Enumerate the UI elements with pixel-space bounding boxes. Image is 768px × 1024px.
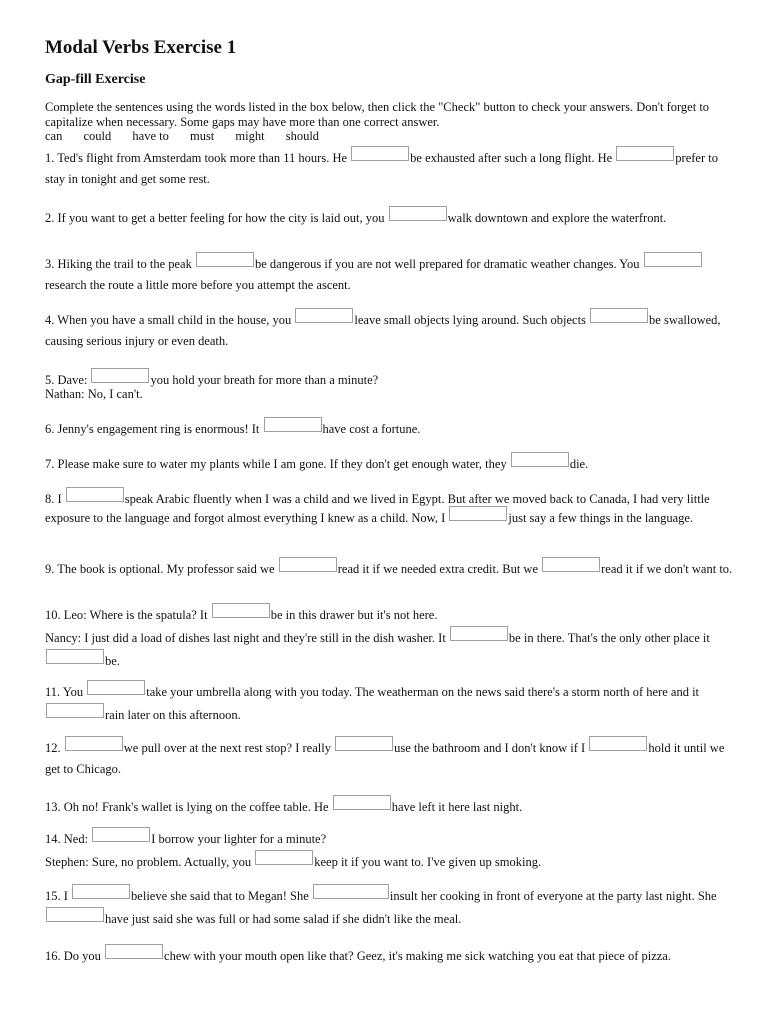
answer-gap-7a[interactable] (511, 452, 569, 467)
question-text: 16. Do you (45, 949, 105, 963)
question-text: keep it if you want to. I've given up smoking. (314, 855, 542, 869)
question-text: use the bathroom and I don't know if I (394, 741, 589, 755)
question-text: 10. Leo: Where is the spatula? It (45, 608, 211, 622)
question-text: 12. (45, 741, 64, 755)
answer-gap-10a[interactable] (212, 603, 270, 618)
question-text: I borrow your lighter for a minute? (151, 832, 327, 846)
question-text: research the route a little more before you attempt the ascent. (45, 278, 351, 292)
question-text: 13. Oh no! Frank's wallet is lying on the coffee table. He (45, 800, 332, 814)
question-text: read it if we don't want to. (601, 562, 733, 576)
word-option: could (83, 129, 112, 143)
answer-gap-11b[interactable] (46, 703, 104, 718)
question-text: 3. Hiking the trail to the peak (45, 257, 195, 271)
word-option: might (235, 129, 265, 143)
question-16 (45, 944, 735, 963)
answer-gap-13a[interactable] (333, 795, 391, 810)
question-text: 6. Jenny's engagement ring is enormous! It (45, 422, 263, 436)
question-text: have cost a fortune. (322, 422, 421, 436)
question-text: be dangerous if you are not well prepared for dramatic weather changes. You (254, 257, 643, 271)
question-text: 14. Ned: (45, 832, 92, 846)
question-text: 5. Dave: (45, 373, 91, 387)
question-10 (45, 603, 735, 672)
answer-gap-14a[interactable] (92, 827, 150, 842)
question-text: 2. If you want to get a better feeling for how the city is laid out, you (45, 211, 388, 225)
question-12 (45, 736, 735, 780)
question-6 (45, 417, 735, 436)
question-text: hold it until we get to Chicago. (45, 741, 725, 776)
question-text: chew with your mouth open like that? Geez, it's making me sick watching you eat that piece of pizza. (164, 949, 671, 963)
answer-gap-6a[interactable] (264, 417, 322, 432)
answer-gap-9b[interactable] (542, 557, 600, 572)
question-8 (45, 487, 735, 525)
word-option: should (285, 129, 320, 143)
question-text: rain later on this afternoon. (105, 708, 241, 722)
answer-gap-15a[interactable] (72, 884, 130, 899)
answer-gap-1b[interactable] (616, 146, 674, 161)
answer-gap-3a[interactable] (196, 252, 254, 267)
answer-gap-12a[interactable] (65, 736, 123, 751)
question-text: we pull over at the next rest stop? I really (123, 741, 335, 755)
answer-gap-8b[interactable] (449, 506, 507, 521)
question-text: Stephen: Sure, no problem. Actually, you (45, 855, 255, 869)
answer-gap-10c[interactable] (46, 649, 104, 664)
answer-gap-15b[interactable] (313, 884, 389, 899)
question-11 (45, 680, 735, 726)
question-text: 11. You (45, 685, 87, 699)
question-15 (45, 884, 735, 930)
question-text: 9. The book is optional. My professor said we (45, 562, 278, 576)
question-text: insult her cooking in front of everyone at the party last night. She (389, 889, 717, 903)
question-text: 7. Please make sure to water my plants while I am gone. If they don't get enough water, they (45, 457, 510, 471)
question-text: be in this drawer but it's not here. (270, 608, 438, 622)
answer-gap-12b[interactable] (335, 736, 393, 751)
word-option: can (45, 129, 63, 143)
question-text: be exhausted after such a long flight. He (410, 151, 616, 165)
question-4 (45, 308, 735, 352)
answer-gap-12c[interactable] (589, 736, 647, 751)
answer-gap-4b[interactable] (590, 308, 648, 323)
question-1 (45, 146, 735, 190)
question-text: 4. When you have a small child in the house, you (45, 313, 295, 327)
question-text: die. (569, 457, 589, 471)
question-7 (45, 452, 735, 471)
question-text: Nathan: No, I can't. (45, 387, 143, 401)
question-text: believe she said that to Megan! She (131, 889, 312, 903)
answer-gap-1a[interactable] (351, 146, 409, 161)
exercise-subtitle: Gap-fill Exercise (45, 72, 146, 87)
word-option: have to (132, 129, 169, 143)
word-box (45, 129, 337, 143)
answer-gap-15c[interactable] (46, 907, 104, 922)
question-text: 1. Ted's flight from Amsterdam took more than 11 hours. He (45, 151, 351, 165)
question-text: leave small objects lying around. Such objects (354, 313, 590, 327)
answer-gap-11a[interactable] (87, 680, 145, 695)
question-text: have left it here last night. (391, 800, 523, 814)
question-5 (45, 368, 735, 401)
question-9 (45, 557, 735, 576)
question-text: be. (105, 654, 120, 668)
answer-gap-9a[interactable] (279, 557, 337, 572)
question-14 (45, 827, 735, 873)
answer-gap-16a[interactable] (105, 944, 163, 959)
question-text: walk downtown and explore the waterfront. (447, 211, 667, 225)
question-2 (45, 206, 735, 225)
question-text: just say a few things in the language. (508, 511, 694, 525)
answer-gap-4a[interactable] (295, 308, 353, 323)
question-3 (45, 252, 735, 296)
answer-gap-3b[interactable] (644, 252, 702, 267)
question-text: prefer to stay in tonight and get some rest. (45, 151, 718, 186)
instructions: Complete the sentences using the words listed in the box below, then click the "Check" button to check your answers. Don't forget to capitalize when necessary. Some gaps may have more than one correct answer. (45, 100, 710, 129)
answer-gap-14b[interactable] (255, 850, 313, 865)
answer-gap-2a[interactable] (389, 206, 447, 221)
answer-gap-10b[interactable] (450, 626, 508, 641)
question-text: be swallowed, causing serious injury or even death. (45, 313, 721, 348)
word-option: must (189, 129, 215, 143)
question-text: 15. I (45, 889, 72, 903)
question-text: Nancy: I just did a load of dishes last night and they're still in the dish washer. It (45, 631, 449, 645)
question-text: take your umbrella along with you today. The weatherman on the news said there's a storm north of here and it (146, 685, 700, 699)
question-text: you hold your breath for more than a minute? (150, 373, 379, 387)
question-13 (45, 795, 735, 814)
answer-gap-8a[interactable] (66, 487, 124, 502)
answer-gap-5a[interactable] (91, 368, 149, 383)
page-title: Modal Verbs Exercise 1 (45, 37, 237, 58)
question-text: have just said she was full or had some salad if she didn't like the meal. (105, 912, 462, 926)
question-text: be in there. That's the only other place it (508, 631, 710, 645)
question-text: 8. I (45, 492, 65, 506)
question-text: speak Arabic fluently when I was a child and we lived in Egypt. But after we moved back to Canada, I had very little exposure to the language and forgot almost everything I knew as a child. Now, I (45, 492, 710, 525)
question-text: read it if we needed extra credit. But we (337, 562, 542, 576)
